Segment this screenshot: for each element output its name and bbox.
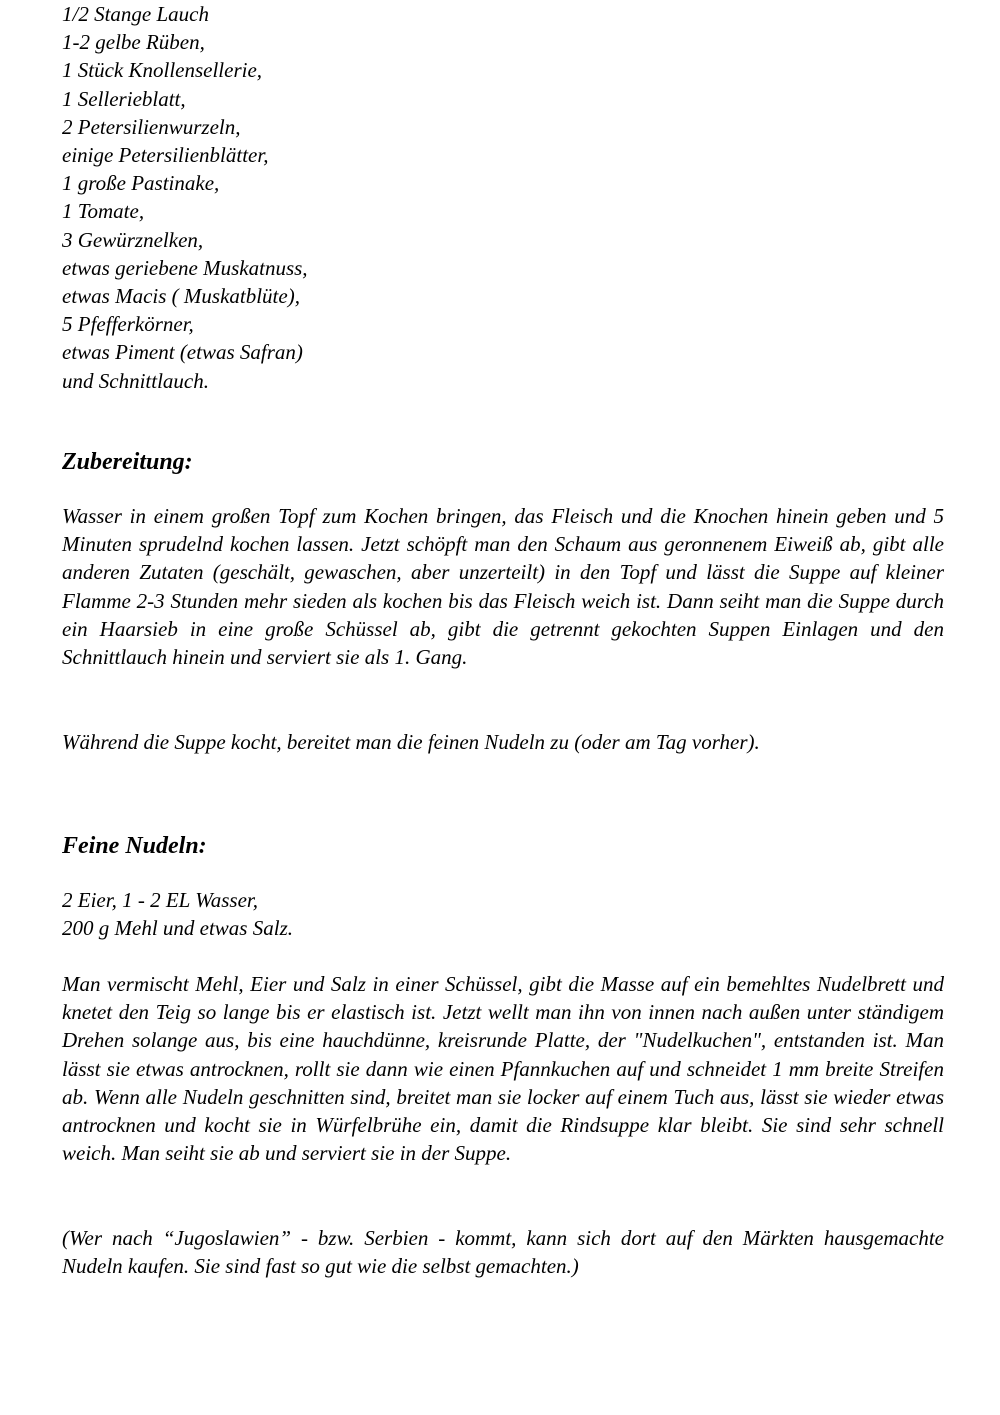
zubereitung-paragraph: Wasser in einem großen Topf zum Kochen bringen, das Fleisch und die Knochen hinein geben und 5 Minuten sprudelnd kochen lassen. Jetzt schöpft man den Schaum aus geronnenem Eiweiß ab, gibt alle anderen Zutaten (geschält, gewaschen, aber unzerteilt) in den Topf und lässt die Suppe auf kleiner Flamme 2-3 Stunden mehr sieden als kochen bis das Fleisch weich ist. Dann seiht man die Suppe durch ein Haarsieb in eine große Schüssel ab, gibt die getrennt gekochten Suppen Einlagen und den Schnittlauch hinein und serviert sie als 1. Gang. bbox=[62, 504, 944, 670]
ingredient-item: 1 große Pastinake, bbox=[62, 171, 220, 196]
nudeln-ingredients-line-2: 200 g Mehl und etwas Salz. bbox=[62, 916, 293, 940]
ingredient-item: einige Petersilienblätter, bbox=[62, 143, 269, 168]
zubereitung-note: Während die Suppe kocht, bereitet man die feinen Nudeln zu (oder am Tag vorher). bbox=[62, 730, 760, 754]
nudeln-remark: (Wer nach “Jugoslawien” - bzw. Serbien - kommt, kann sich dort auf den Märkten hausgemachte Nudeln kaufen. Sie sind fast so gut wie die selbst gemachten.) bbox=[62, 1226, 944, 1279]
ingredient-item: 1 Stück Knollensellerie, bbox=[62, 58, 263, 83]
ingredient-item: etwas Macis ( Muskatblüte), bbox=[62, 284, 300, 309]
nudeln-ingredients-line-1: 2 Eier, 1 - 2 EL Wasser, bbox=[62, 888, 259, 912]
ingredient-item: 1/2 Stange Lauch bbox=[62, 2, 209, 26]
soup-ingredient-list bbox=[62, 0, 562, 395]
ingredient-item: 5 Pfefferkörner, bbox=[62, 312, 194, 337]
nudeln-paragraph: Man vermischt Mehl, Eier und Salz in einer Schüssel, gibt die Masse auf ein bemehltes Nudelbrett und knetet den Teig so lange bis er elastisch ist. Jetzt wellt man ihn von innen nach außen unter ständigem Drehen solange aus, bis eine hauchdünne, kreisrunde Platte, der "Nudelkuchen", entstanden ist. Man lässt sie etwas antrocknen, rollt sie dann wie einen Pfannkuchen auf und schneidet 1 mm breite Streifen ab. Wenn alle Nudeln geschnitten sind, breitet man sie locker auf einem Tuch aus, lässt sie wieder etwas antrocknen und kocht sie in Würfelbrühe ein, damit die Rindsuppe klar bleibt. Sie sind sehr schnell weich. Man seiht sie ab und serviert sie in der Suppe. bbox=[62, 972, 944, 1166]
feine-nudeln-heading: Feine Nudeln: bbox=[62, 833, 207, 859]
ingredient-item: 3 Gewürznelken, bbox=[62, 227, 204, 252]
ingredient-item: 1 Sellerieblatt, bbox=[62, 86, 186, 111]
ingredient-item: etwas geriebene Muskatnuss, bbox=[62, 255, 308, 280]
ingredient-item: etwas Piment (etwas Safran) bbox=[62, 340, 303, 365]
zubereitung-heading: Zubereitung: bbox=[62, 449, 193, 475]
ingredient-item: 1 Tomate, bbox=[62, 199, 145, 224]
ingredient-item: 2 Petersilienwurzeln, bbox=[62, 114, 241, 139]
ingredient-item: 1-2 gelbe Rüben, bbox=[62, 30, 205, 55]
ingredient-item: und Schnittlauch. bbox=[62, 368, 209, 393]
